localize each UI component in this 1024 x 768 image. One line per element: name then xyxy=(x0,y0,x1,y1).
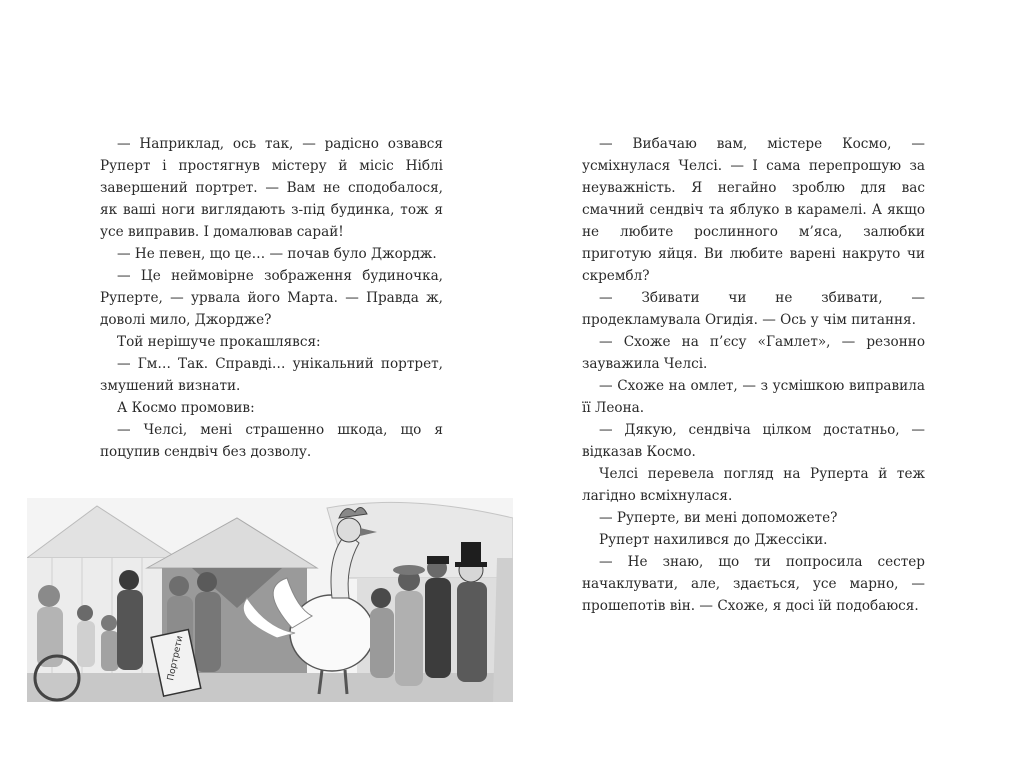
paragraph: — Дякую, сендвіча цілком достатньо, — відказав Космо. xyxy=(582,422,925,460)
fair-illustration xyxy=(27,498,513,702)
paragraph: — Не певен, що це… — почав було Джордж. xyxy=(117,246,437,262)
paragraph: А Космо промовив: xyxy=(117,400,255,416)
paragraph: — Наприклад, ось так, — радісно озвався Руперт і простягнув містеру й місіс Ніблі завершений портрет. — Вам не сподобалося, як ваші ноги виглядають з-під будинка, тож я усе виправив. І домалював сарай! xyxy=(100,136,443,240)
paragraph: Той нерішуче прокашлявся: xyxy=(117,334,321,350)
paragraph: — Схоже на омлет, — з усмішкою виправила її Леона. xyxy=(582,378,925,416)
paragraph: Руперт нахилився до Джессіки. xyxy=(599,532,828,548)
right-page xyxy=(512,0,1024,768)
right-text-column xyxy=(582,133,925,617)
paragraph: — Збивати чи не збивати, — продекламувала Огидія. — Ось у чім питання. xyxy=(582,290,925,328)
paragraph: — Челсі, мені страшенно шкода, що я поцупив сендвіч без дозволу. xyxy=(100,422,443,460)
sign-text: Портрети xyxy=(166,634,186,682)
paragraph: — Схоже на п’єсу «Гамлет», — резонно зауважила Челсі. xyxy=(582,334,925,372)
paragraph: — Гм… Так. Справді… унікальний портрет, змушений визнати. xyxy=(100,356,443,394)
illustration-drawing xyxy=(27,498,513,702)
paragraph: — Руперте, ви мені допоможете? xyxy=(599,510,838,526)
left-text-column xyxy=(100,133,443,463)
paragraph: — Це неймовірне зображення будиночка, Руперте, — урвала його Марта. — Правда ж, доволі мило, Джордже? xyxy=(100,268,443,328)
paragraph: — Вибачаю вам, містере Космо, — усміхнулася Челсі. — І сама перепрошую за неуважність. Я негайно зроблю для вас смачний сендвіч та яблуко в карамелі. А якщо не любите рослинного м’яса, залюбки приготую яйця. Ви любите варені накруто чи скрембл? xyxy=(582,136,925,284)
paragraph: Челсі перевела погляд на Руперта й теж лагідно всміхнулася. xyxy=(582,466,925,504)
paragraph: — Не знаю, що ти попросила сестер начаклувати, але, здається, усе марно, — прошепотів він. — Схоже, я досі їй подобаюся. xyxy=(582,554,925,614)
